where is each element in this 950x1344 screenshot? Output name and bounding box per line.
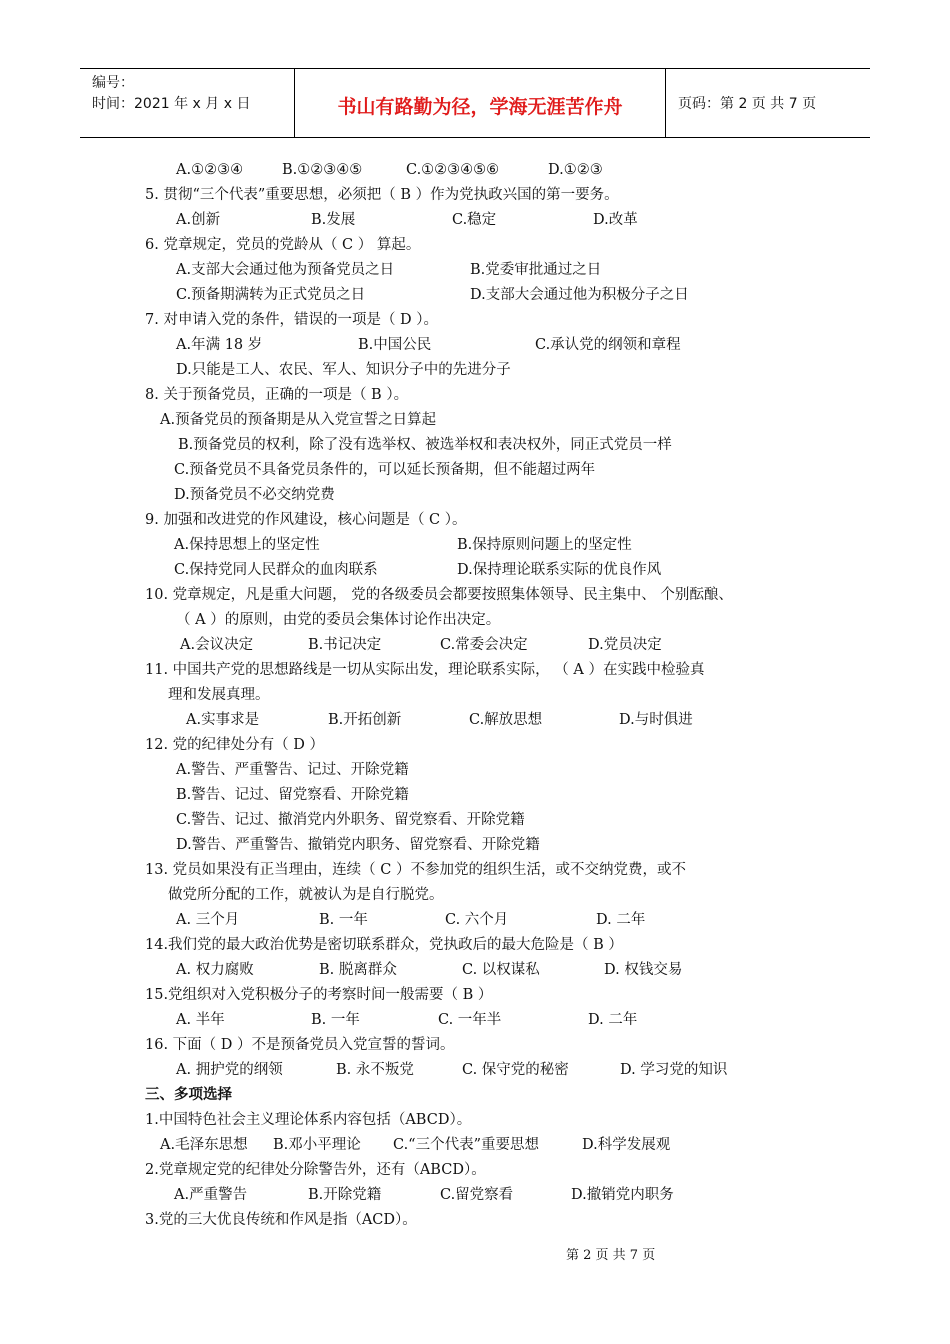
- answer-option: B. 永不叛党: [336, 1062, 414, 1078]
- answer-option: A.年满 18 岁: [176, 337, 263, 353]
- answer-option: D.与时俱进: [619, 712, 693, 728]
- text-line: [0, 608, 950, 633]
- header-meta: [80, 69, 295, 137]
- text-line: [0, 783, 950, 808]
- answer-option: A.创新: [176, 212, 221, 228]
- line-text: 5. 贯彻“三个代表”重要思想，必须把（ B ）作为党执政兴国的第一要务。: [145, 187, 619, 203]
- text-line: [0, 1033, 950, 1058]
- answer-option: A.毛泽东思想: [160, 1137, 248, 1153]
- answer-option: B.发展: [311, 212, 356, 228]
- line-text: 9. 加强和改进党的作风建设，核心问题是（ C ）。: [145, 512, 467, 528]
- option-row: [0, 258, 950, 283]
- option-row: [0, 633, 950, 658]
- answer-option: B.①②③④⑤: [282, 162, 363, 178]
- option-row: [0, 333, 950, 358]
- option-row: [0, 708, 950, 733]
- answer-option: D.改革: [593, 212, 638, 228]
- text-line: [0, 858, 950, 883]
- text-line: [0, 233, 950, 258]
- line-text: （ A ）的原则，由党的委员会集体讨论作出决定。: [176, 612, 501, 628]
- line-text: D.预备党员不必交纳党费: [174, 487, 335, 503]
- text-line: [0, 683, 950, 708]
- line-text: A.警告、严重警告、记过、开除党籍: [176, 762, 409, 778]
- answer-option: D. 二年: [588, 1012, 638, 1028]
- line-text: 7. 对申请入党的条件，错误的一项是（ D ）。: [145, 312, 439, 328]
- option-row: [0, 533, 950, 558]
- text-line: [0, 833, 950, 858]
- text-line: [0, 658, 950, 683]
- line-text: 12. 党的纪律处分有（ D ）: [145, 737, 325, 753]
- line-text: 做党所分配的工作，就被认为是自行脱党。: [168, 887, 444, 903]
- answer-option: A.①②③④: [176, 162, 244, 178]
- answer-option: B.保持原则问题上的坚定性: [457, 537, 632, 553]
- line-text: B.警告、记过、留党察看、开除党籍: [176, 787, 409, 803]
- page-header: [80, 68, 870, 138]
- answer-option: C.留党察看: [440, 1187, 514, 1203]
- text-line: [0, 583, 950, 608]
- option-row: [0, 1183, 950, 1208]
- answer-option: C.稳定: [452, 212, 497, 228]
- text-line: [0, 183, 950, 208]
- option-row: [0, 908, 950, 933]
- answer-option: D.党员决定: [588, 637, 662, 653]
- text-line: [0, 733, 950, 758]
- answer-option: B. 一年: [319, 912, 368, 928]
- answer-option: C. 六个月: [445, 912, 509, 928]
- answer-option: B.党委审批通过之日: [470, 262, 602, 278]
- text-line: [0, 1158, 950, 1183]
- header-slogan: 书山有路勤为径，学海无涯苦作舟: [295, 69, 666, 137]
- answer-option: D.科学发展观: [582, 1137, 671, 1153]
- answer-option: B.中国公民: [358, 337, 432, 353]
- text-line: [0, 508, 950, 533]
- text-line: [0, 433, 950, 458]
- text-line: [0, 1208, 950, 1233]
- text-line: [0, 933, 950, 958]
- line-text: 三、多项选择: [145, 1087, 232, 1103]
- answer-option: D.支部大会通过他为积极分子之日: [470, 287, 689, 303]
- text-line: [0, 383, 950, 408]
- answer-option: A. 三个月: [176, 912, 240, 928]
- line-text: B.预备党员的权利，除了没有选举权、被选举权和表决权外，同正式党员一样: [178, 437, 672, 453]
- option-row: [0, 1008, 950, 1033]
- answer-option: D.撤销党内职务: [571, 1187, 674, 1203]
- line-text: 11. 中国共产党的思想路线是一切从实际出发，理论联系实际， （ A ）在实践中检验真: [145, 662, 705, 678]
- answer-option: A.会议决定: [180, 637, 254, 653]
- answer-option: A.保持思想上的坚定性: [174, 537, 320, 553]
- text-line: [0, 883, 950, 908]
- text-line: [0, 358, 950, 383]
- answer-option: D. 二年: [596, 912, 646, 928]
- line-text: 理和发展真理。: [168, 687, 270, 703]
- line-text: C.警告、记过、撤消党内外职务、留党察看、开除党籍: [176, 812, 525, 828]
- line-text: 10. 党章规定，凡是重大问题， 党的各级委员会都要按照集体领导、民主集中、 个别酝酿、: [145, 587, 733, 603]
- answer-option: C.“三个代表”重要思想: [393, 1137, 540, 1153]
- text-line: [0, 408, 950, 433]
- answer-option: C.承认党的纲领和章程: [535, 337, 681, 353]
- line-text: C.预备党员不具备党员条件的，可以延长预备期，但不能超过两年: [174, 462, 596, 478]
- section-heading: [0, 1083, 950, 1108]
- text-line: [0, 758, 950, 783]
- text-line: [0, 983, 950, 1008]
- line-text: 3.党的三大优良传统和作风是指（ACD）。: [145, 1212, 417, 1228]
- answer-option: B. 脱离群众: [319, 962, 397, 978]
- option-row: [0, 558, 950, 583]
- text-line: [0, 483, 950, 508]
- answer-option: C. 一年半: [438, 1012, 502, 1028]
- answer-option: D.保持理论联系实际的优良作风: [457, 562, 662, 578]
- line-text: 16. 下面（ D ）不是预备党员入党宣誓的誓词。: [145, 1037, 455, 1053]
- answer-option: B.邓小平理论: [273, 1137, 361, 1153]
- code-label: 编号：: [92, 75, 134, 91]
- line-text: D.警告、严重警告、撤销党内职务、留党察看、开除党籍: [176, 837, 540, 853]
- line-text: 14.我们党的最大政治优势是密切联系群众，党执政后的最大危险是（ B ）: [145, 937, 623, 953]
- line-text: 13. 党员如果没有正当理由，连续（ C ）不参加党的组织生活，或不交纳党费，或不: [145, 862, 686, 878]
- answer-option: A.实事求是: [186, 712, 260, 728]
- answer-option: A.严重警告: [174, 1187, 248, 1203]
- option-row: [0, 958, 950, 983]
- answer-option: C. 保守党的秘密: [462, 1062, 569, 1078]
- line-text: 8. 关于预备党员，正确的一项是（ B ）。: [145, 387, 409, 403]
- answer-option: A.支部大会通过他为预备党员之日: [176, 262, 395, 278]
- time-label: 时间：2021 年 x 月 x 日: [92, 96, 251, 112]
- answer-option: C.①②③④⑤⑥: [406, 162, 500, 178]
- answer-option: B. 一年: [311, 1012, 360, 1028]
- answer-option: C.预备期满转为正式党员之日: [176, 287, 366, 303]
- answer-option: D. 学习党的知识: [620, 1062, 728, 1078]
- page-footer: 第 2 页 共 7 页: [566, 1248, 656, 1263]
- answer-option: A. 半年: [176, 1012, 225, 1028]
- line-text: 2.党章规定党的纪律处分除警告外，还有（ABCD）。: [145, 1162, 486, 1178]
- text-line: [0, 458, 950, 483]
- option-row: [0, 1133, 950, 1158]
- line-text: 1.中国特色社会主义理论体系内容包括（ABCD）。: [145, 1112, 472, 1128]
- line-text: 6. 党章规定，党员的党龄从（ C ） 算起。: [145, 237, 421, 253]
- text-line: [0, 808, 950, 833]
- answer-option: B.开除党籍: [308, 1187, 382, 1203]
- answer-option: D. 权钱交易: [604, 962, 683, 978]
- header-page-label: 页码：第 2 页 共 7 页: [678, 96, 817, 112]
- answer-option: A. 权力腐败: [176, 962, 254, 978]
- answer-option: C.解放思想: [469, 712, 543, 728]
- option-row: [0, 283, 950, 308]
- answer-option: B.开拓创新: [328, 712, 402, 728]
- answer-option: C.常委会决定: [440, 637, 528, 653]
- answer-option: C.保持党同人民群众的血肉联系: [174, 562, 378, 578]
- answer-option: D.①②③: [548, 162, 603, 178]
- line-text: 15.党组织对入党积极分子的考察时间一般需要（ B ）: [145, 987, 493, 1003]
- option-row: [0, 158, 950, 183]
- text-line: [0, 1108, 950, 1133]
- option-row: [0, 1058, 950, 1083]
- option-row: [0, 208, 950, 233]
- text-line: [0, 308, 950, 333]
- line-text: D.只能是工人、农民、军人、知识分子中的先进分子: [176, 362, 511, 378]
- line-text: A.预备党员的预备期是从入党宣誓之日算起: [160, 412, 437, 428]
- answer-option: A. 拥护党的纲领: [176, 1062, 283, 1078]
- answer-option: B.书记决定: [308, 637, 382, 653]
- answer-option: C. 以权谋私: [462, 962, 540, 978]
